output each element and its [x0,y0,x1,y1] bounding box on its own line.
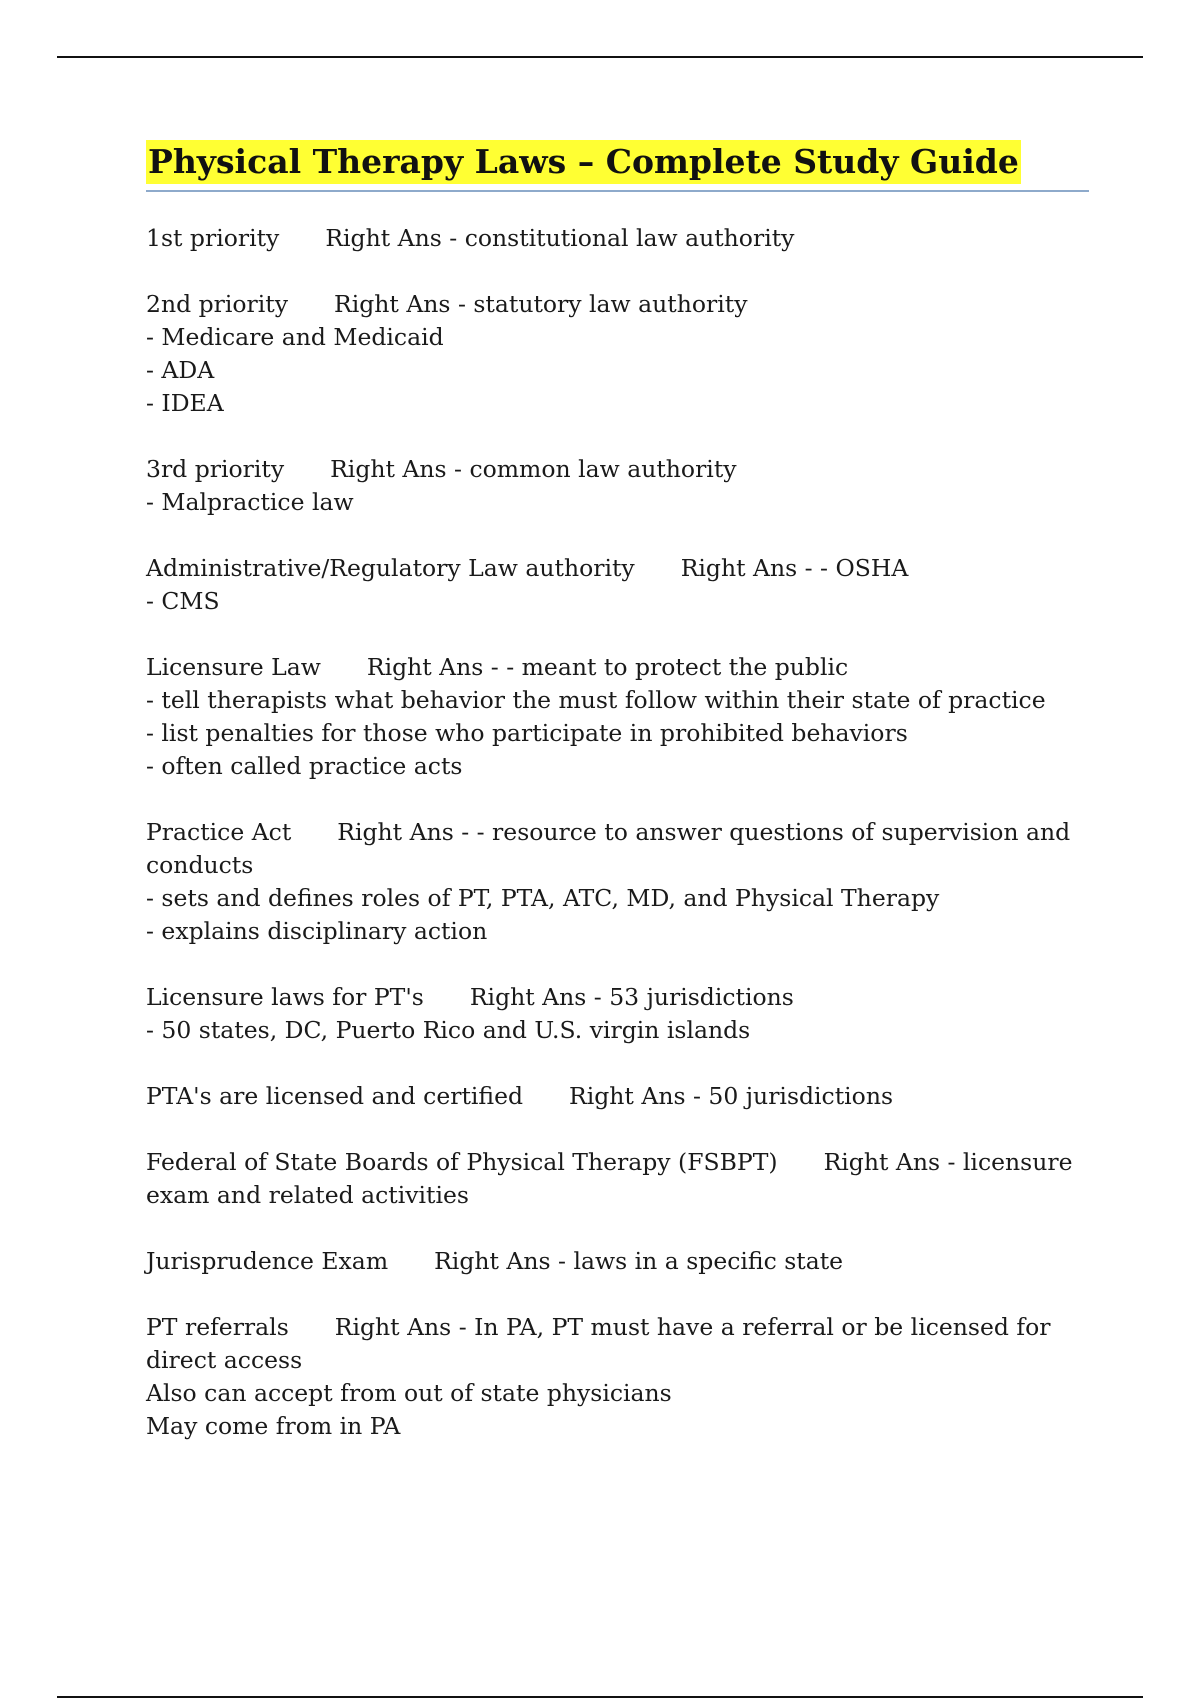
entry-pt-referrals [146,1311,1089,1443]
entry-term: Jurisprudence Exam [146,1247,389,1275]
entry-detail: May come from in PA [146,1412,401,1440]
entry-answer: Right Ans - laws in a specific state [434,1247,844,1275]
entry-answer: Right Ans - - meant to protect the public [366,653,849,681]
entry-3rd-priority [146,453,1089,519]
entry-term: Federal of State Boards of Physical Therapy (FSBPT) [146,1148,778,1176]
entry-answer: Right Ans - - resource to answer questions of supervision and conducts [146,818,1071,879]
entry-term: PTA's are licensed and certified [146,1082,524,1110]
entry-pta-licensed [146,1080,1089,1113]
entry-term: Administrative/Regulatory Law authority [146,554,635,582]
entry-licensure-laws-pt [146,981,1089,1047]
entry-detail: - IDEA [146,389,224,417]
entry-term: PT referrals [146,1313,289,1341]
entry-detail: - list penalties for those who participate in prohibited behaviors [146,719,908,747]
entry-answer: Right Ans - licensure exam and related activities [146,1148,1073,1209]
entry-term: Licensure laws for PT's [146,983,424,1011]
entry-answer: Right Ans - 53 jurisdictions [469,983,794,1011]
entry-detail: - Medicare and Medicaid [146,323,444,351]
entry-answer: Right Ans - statutory law authority [334,290,748,318]
entry-practice-act [146,816,1089,948]
entry-detail: - tell therapists what behavior the must follow within their state of practice [146,686,1046,714]
document-body [146,140,1089,1476]
title-block [146,140,1089,192]
entry-2nd-priority [146,288,1089,420]
entry-answer: Right Ans - common law authority [330,455,737,483]
entry-detail: - sets and defines roles of PT, PTA, ATC, MD, and Physical Therapy [146,884,940,912]
entry-detail: - CMS [146,587,220,615]
entry-licensure-law [146,651,1089,783]
entry-administrative-law [146,552,1089,618]
entry-detail: - 50 states, DC, Puerto Rico and U.S. virgin islands [146,1016,751,1044]
entry-term: 2nd priority [146,290,289,318]
bottom-rule [57,1696,1143,1698]
entry-detail: - ADA [146,356,215,384]
entry-answer: Right Ans - In PA, PT must have a referral or be licensed for direct access [146,1313,1051,1374]
entry-term: 3rd priority [146,455,285,483]
entry-detail: - explains disciplinary action [146,917,488,945]
entry-term: Licensure Law [146,653,321,681]
entry-term: Practice Act [146,818,292,846]
top-rule [57,56,1143,58]
entry-jurisprudence-exam [146,1245,1089,1278]
entry-1st-priority [146,222,1089,255]
entry-answer: Right Ans - constitutional law authority [325,224,795,252]
entry-fsbpt [146,1146,1089,1212]
entry-detail: - Malpractice law [146,488,354,516]
document-title: Physical Therapy Laws – Complete Study Guide [146,140,1021,184]
entry-answer: Right Ans - - OSHA [680,554,909,582]
entry-answer: Right Ans - 50 jurisdictions [569,1082,894,1110]
entry-detail: Also can accept from out of state physicians [146,1379,672,1407]
entry-term: 1st priority [146,224,280,252]
entry-detail: - often called practice acts [146,752,463,780]
